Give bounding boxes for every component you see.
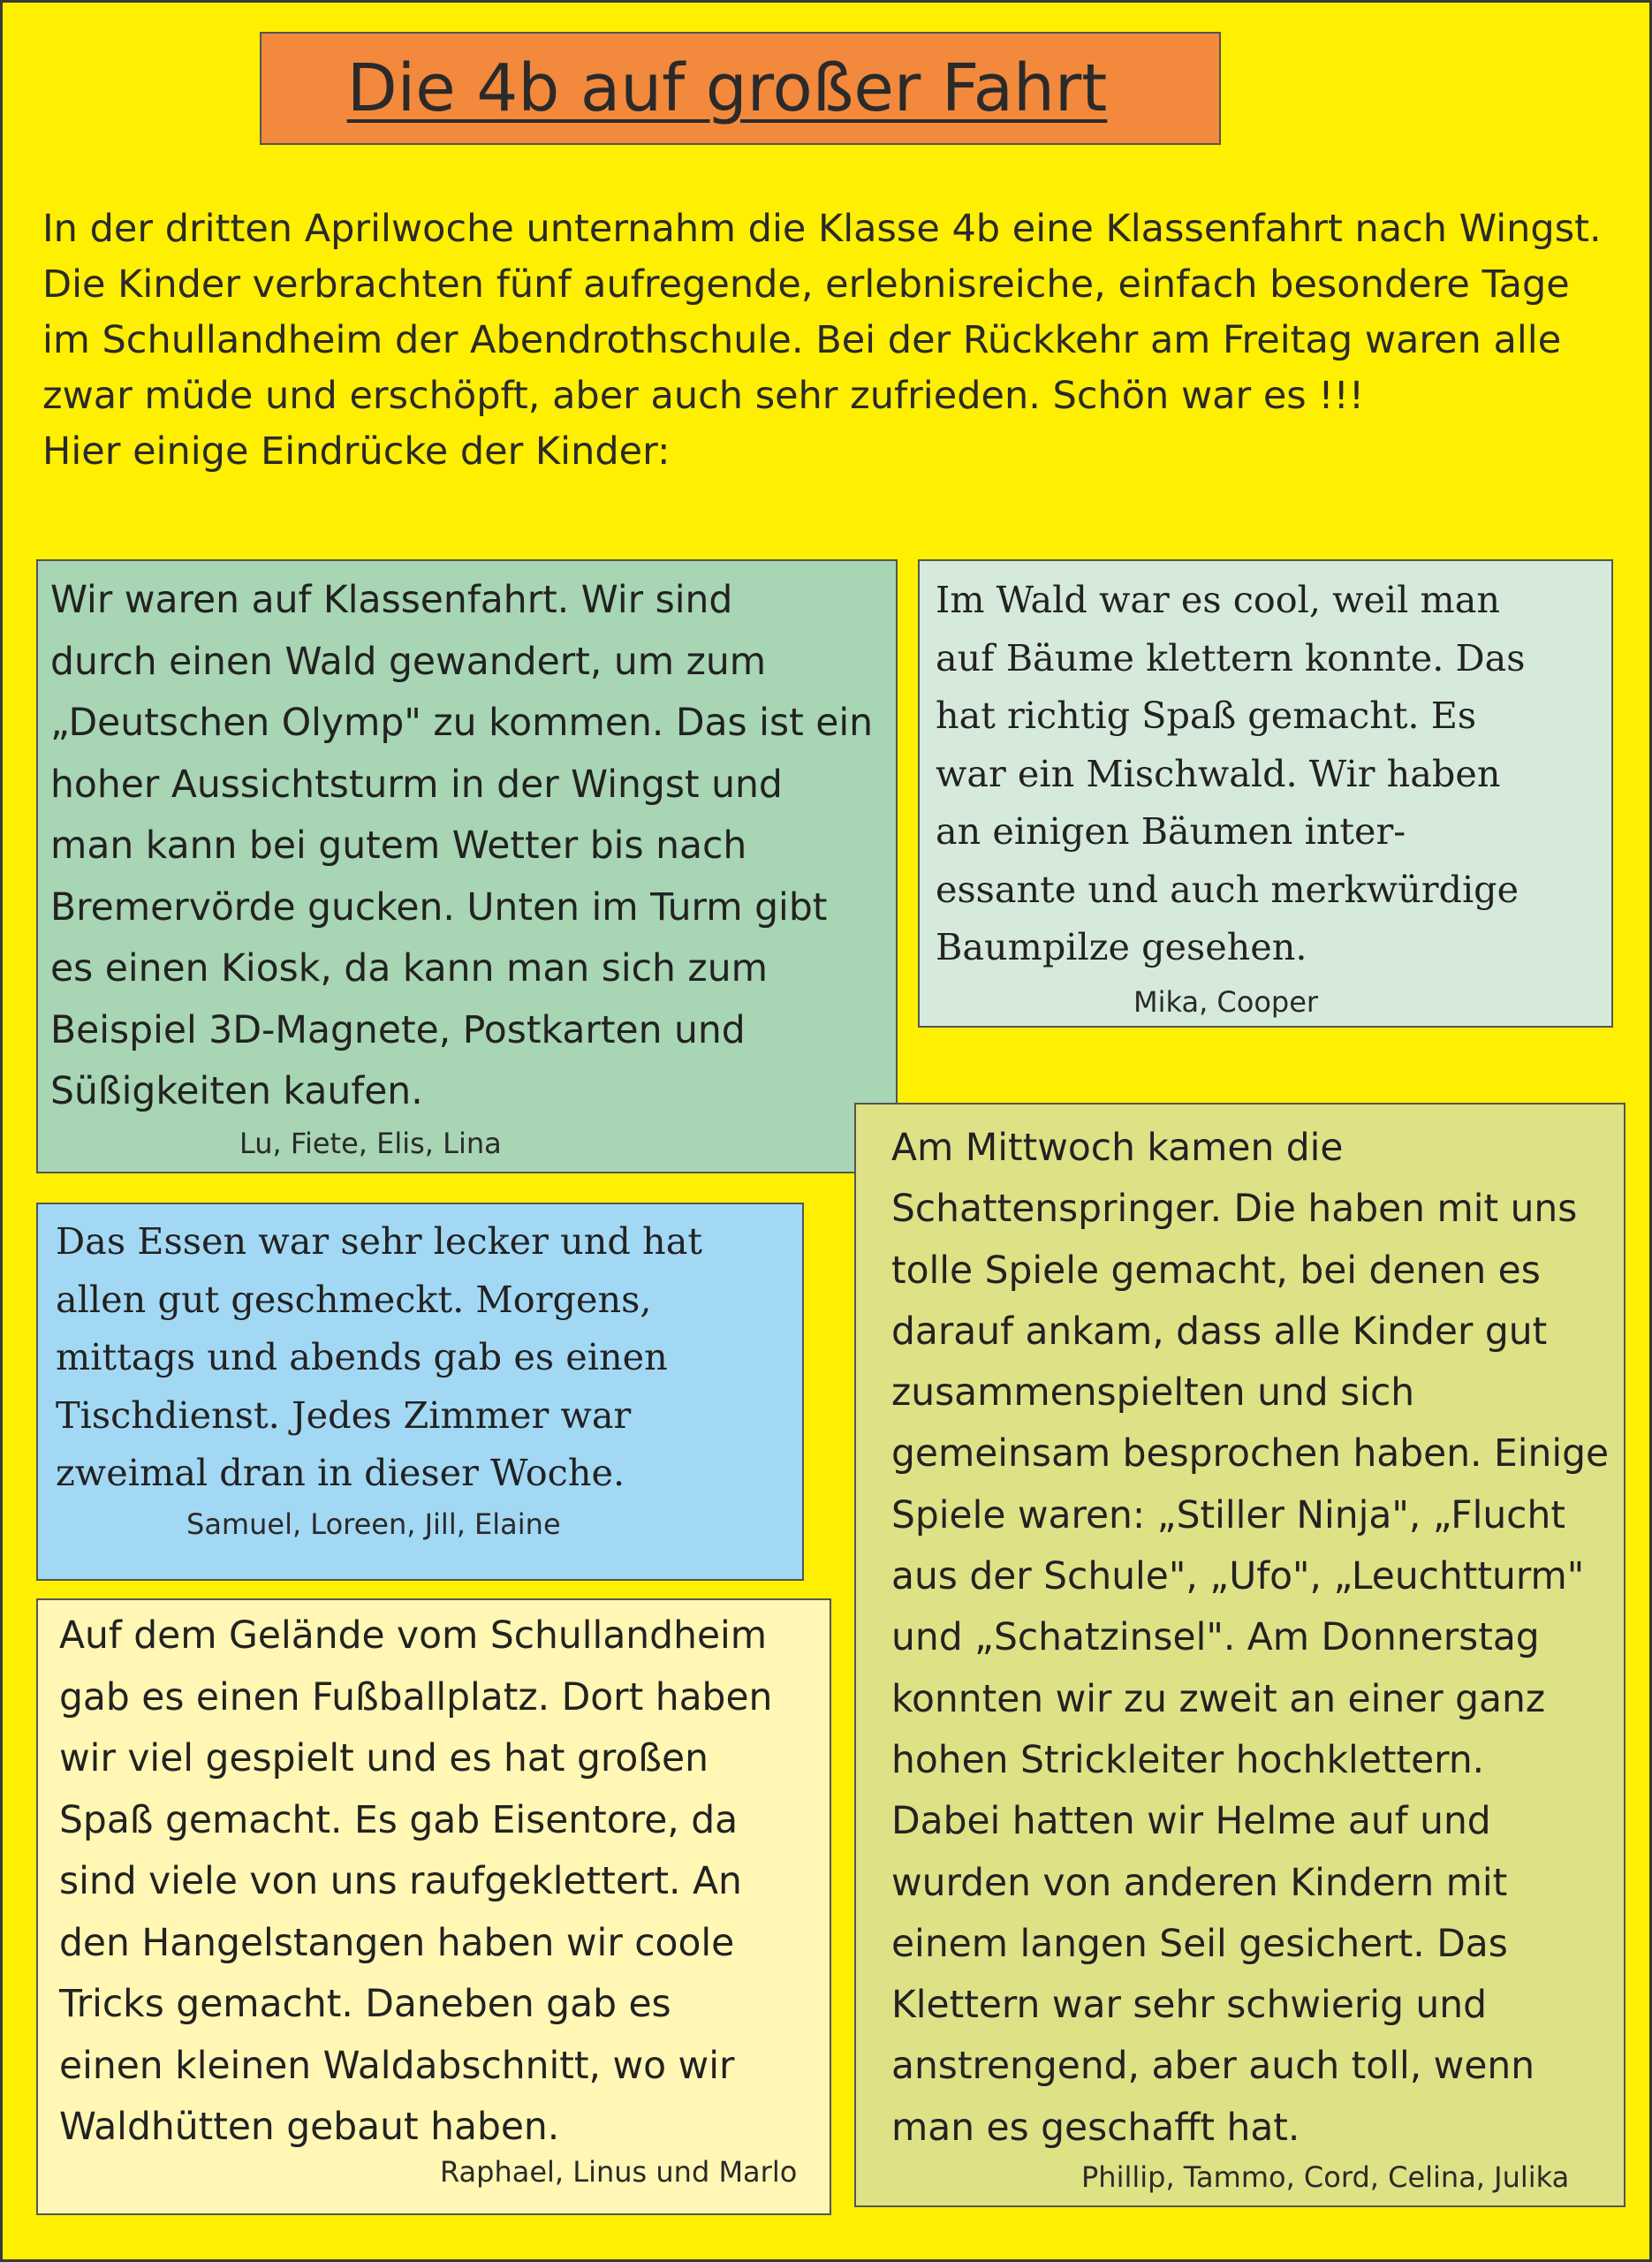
- story-line: Schattenspringer. Die haben mit uns: [891, 1187, 1578, 1231]
- story-line: einem langen Seil gesichert. Das: [891, 1921, 1508, 1965]
- story-line: Beispiel 3D-Magnete, Postkarten und: [50, 1008, 746, 1052]
- story-line: hat richtig Spaß gemacht. Es: [936, 695, 1477, 737]
- story-line: wir viel gespielt und es hat großen: [59, 1736, 709, 1780]
- story-line: auf Bäume klettern konnte. Das: [936, 636, 1526, 679]
- story-line: zusammenspielten und sich: [891, 1370, 1415, 1415]
- story-line: man es geschafft hat.: [891, 2105, 1300, 2149]
- story-line: allen gut geschmeckt. Morgens,: [56, 1278, 652, 1321]
- story-line: Dabei hatten wir Helme auf und: [891, 1799, 1491, 1843]
- intro-line: zwar müde und erschöpft, aber auch sehr zufrieden. Schön war es !!!: [42, 374, 1365, 418]
- story-line: „Deutschen Olymp" zu kommen. Das ist ein: [50, 702, 874, 745]
- story-line: Süßigkeiten kaufen.: [50, 1070, 423, 1113]
- story-line: mittags und abends gab es einen: [56, 1336, 668, 1378]
- story-line: Baumpilze gesehen.: [936, 926, 1307, 968]
- story-line: an einigen Bäumen inter-: [936, 810, 1406, 853]
- story-line: Im Wald war es cool, weil man: [936, 579, 1500, 621]
- story-authors: Mika, Cooper: [1133, 985, 1319, 1019]
- intro-line: Die Kinder verbrachten fünf aufregende, erlebnisreiche, einfach besondere Tage: [42, 262, 1570, 307]
- story-line: sind viele von uns raufgeklettert. An: [59, 1859, 742, 1902]
- title-banner: [260, 32, 1221, 145]
- story-text: [936, 572, 1611, 977]
- story-line: hohen Strickleiter hochklettern.: [891, 1737, 1485, 1781]
- story-authors: Samuel, Loreen, Jill, Elaine: [186, 1507, 561, 1541]
- story-text: [50, 570, 896, 1123]
- story-line: Auf dem Gelände vom Schullandheim: [59, 1613, 768, 1657]
- story-line: konnten wir zu zweit an einer ganz: [891, 1676, 1546, 1720]
- story-line: darauf ankam, dass alle Kinder gut: [891, 1309, 1548, 1353]
- story-text: [56, 1213, 802, 1503]
- story-box-schattenspringer: [854, 1103, 1625, 2207]
- story-line: gab es einen Fußballplatz. Dort haben: [59, 1674, 773, 1719]
- story-line: es einen Kiosk, da kann man sich zum: [50, 947, 768, 991]
- intro-line: Hier einige Eindrücke der Kinder:: [42, 429, 671, 474]
- story-line: aus der Schule", „Ufo", „Leuchtturm": [891, 1554, 1585, 1598]
- story-line: Wir waren auf Klassenfahrt. Wir sind: [50, 579, 733, 622]
- intro-line: In der dritten Aprilwoche unternahm die Klasse 4b eine Klassenfahrt nach Wingst.: [42, 207, 1602, 251]
- story-line: Waldhütten gebaut haben.: [59, 2105, 560, 2148]
- story-line: Am Mittwoch kamen die: [891, 1126, 1344, 1169]
- story-line: hoher Aussichtsturm in der Wingst und: [50, 763, 783, 807]
- story-authors: Lu, Fiete, Elis, Lina: [239, 1127, 502, 1160]
- story-text: [891, 1117, 1624, 2158]
- story-line: zweimal dran in dieser Woche.: [56, 1452, 625, 1494]
- story-line: einen kleinen Waldabschnitt, wo wir: [59, 2043, 735, 2087]
- story-text: [59, 1605, 830, 2158]
- intro-paragraph: [42, 201, 1633, 480]
- story-line: Bremervörde gucken. Unten im Turm gibt: [50, 885, 828, 930]
- page-title: Die 4b auf großer Fahrt: [346, 50, 1108, 126]
- story-line: gemeinsam besprochen haben. Einige: [891, 1431, 1610, 1476]
- story-line: und „Schatzinsel". Am Donnerstag: [891, 1615, 1540, 1659]
- story-line: Klettern war sehr schwierig und: [891, 1983, 1488, 2027]
- intro-line: im Schullandheim der Abendrothschule. Bei der Rückkehr am Freitag waren alle: [42, 318, 1562, 362]
- story-line: man kann bei gutem Wetter bis nach: [50, 824, 747, 868]
- story-line: essante und auch merkwürdige: [936, 868, 1519, 911]
- story-line: Tricks gemacht. Daneben gab es: [59, 1982, 671, 2025]
- story-line: Tischdienst. Jedes Zimmer war: [56, 1393, 632, 1437]
- story-line: Das Essen war sehr lecker und hat: [56, 1220, 703, 1263]
- story-line: Spaß gemacht. Es gab Eisentore, da: [59, 1797, 739, 1841]
- story-box-essen: [36, 1203, 804, 1581]
- story-box-baeume: [918, 559, 1613, 1028]
- story-authors: Phillip, Tammo, Cord, Celina, Julika: [1081, 2160, 1570, 2194]
- story-line: war ein Mischwald. Wir haben: [936, 752, 1501, 795]
- story-authors: Raphael, Linus und Marlo: [440, 2155, 798, 2189]
- story-line: tolle Spiele gemacht, bei denen es: [891, 1248, 1541, 1292]
- story-box-gelaende: [36, 1598, 831, 2215]
- story-line: wurden von anderen Kindern mit: [891, 1860, 1508, 1904]
- story-line: Spiele waren: „Stiller Ninja", „Flucht: [891, 1492, 1565, 1537]
- story-line: durch einen Wald gewandert, um zum: [50, 640, 767, 684]
- story-line: den Hangelstangen haben wir coole: [59, 1920, 735, 1964]
- story-line: anstrengend, aber auch toll, wenn: [891, 2044, 1535, 2088]
- story-box-wald-olymp: [36, 559, 898, 1173]
